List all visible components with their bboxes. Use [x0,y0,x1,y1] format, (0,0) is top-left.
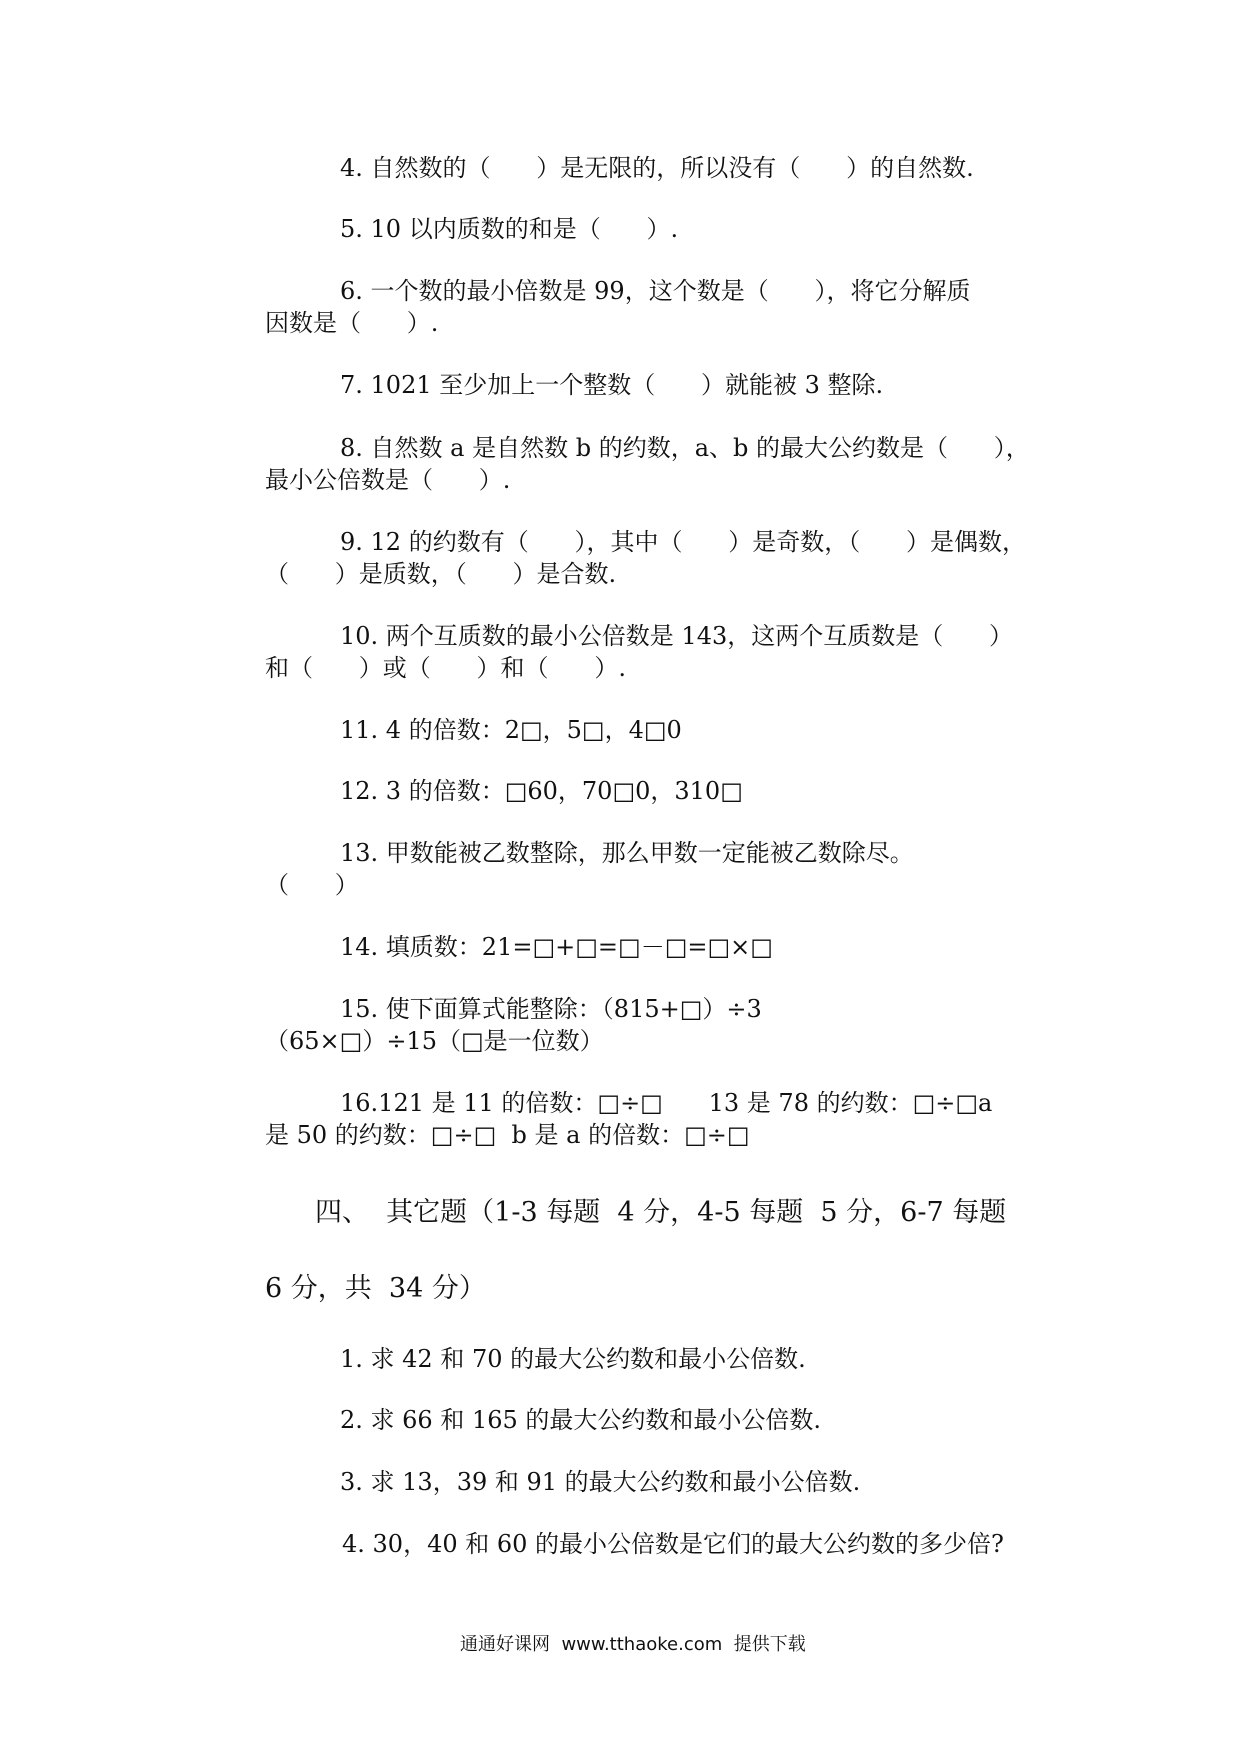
question-13-line-2: （ ） [265,871,359,899]
question-6-line-2: 因数是（ ）. [265,309,439,337]
footer-download-note: 通通好课网 www.tthaoke.com 提供下载 [460,1634,806,1655]
question-8-line-1: 8. 自然数 a 是自然数 b 的约数，a、b 的最大公约数是（ ）， [340,434,1030,462]
question-6-line-1: 6. 一个数的最小倍数是 99，这个数是（ ），将它分解质 [340,277,971,305]
question-7-line-1: 7. 1021 至少加上一个整数（ ）就能被 3 整除. [340,371,884,399]
question-5-line-1: 5. 10 以内质数的和是（ ）. [340,215,679,243]
section-4-heading-line-2: 6 分，共 34 分） [265,1273,486,1304]
question-11-line-1: 11. 4 的倍数：2□，5□，4□0 [340,716,682,744]
section-4-item-3: 3. 求 13，39 和 91 的最大公约数和最小公倍数. [340,1468,861,1496]
question-8-line-2: 最小公倍数是（ ）. [265,466,511,494]
question-9-line-2: （ ）是质数，（ ）是合数. [265,560,617,588]
question-10-line-2: 和（ ）或（ ）和（ ）. [265,654,626,682]
section-4-item-1: 1. 求 42 和 70 的最大公约数和最小公倍数. [340,1345,806,1373]
question-10-line-1: 10. 两个互质数的最小公倍数是 143，这两个互质数是（ ） [340,622,1014,650]
question-9-line-1: 9. 12 的约数有（ ），其中（ ）是奇数，（ ）是偶数， [340,528,1027,556]
question-15-line-2: （65×□）÷15（□是一位数） [265,1027,604,1055]
section-4-item-2: 2. 求 66 和 165 的最大公约数和最小公倍数. [340,1406,822,1434]
question-16-line-2: 是 50 的约数：□÷□ b 是 a 的倍数：□÷□ [265,1121,750,1149]
question-14-line-1: 14. 填质数：21=□+□=□－□=□×□ [340,933,773,961]
question-4-line-1: 4. 自然数的（ ）是无限的，所以没有（ ）的自然数. [340,154,974,182]
question-16-line-1: 16.121 是 11 的倍数：□÷□ 13 是 78 的约数：□÷□a [340,1089,993,1117]
question-15-line-1: 15. 使下面算式能整除：（815+□）÷3 [340,995,762,1023]
question-12-line-1: 12. 3 的倍数：□60，70□0，310□ [340,777,743,805]
section-4-item-4: 4. 30，40 和 60 的最小公倍数是它们的最大公约数的多少倍? [342,1530,1004,1558]
question-13-line-1: 13. 甲数能被乙数整除，那么甲数一定能被乙数除尽。 [340,839,914,867]
section-4-heading-line-1: 四、 其它题（1-3 每题 4 分，4-5 每题 5 分，6-7 每题 [315,1197,1007,1228]
